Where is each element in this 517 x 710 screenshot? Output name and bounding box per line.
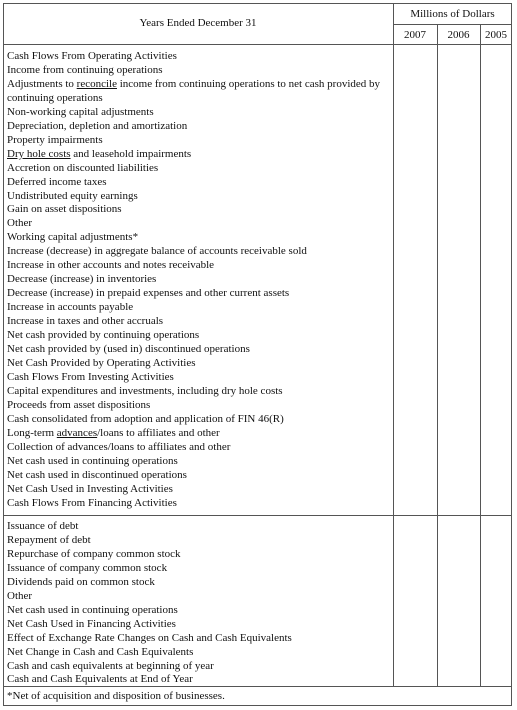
footnote: *Net of acquisition and disposition of businesses. — [7, 690, 225, 702]
row-label: Repayment of debt — [7, 533, 91, 546]
row-label: Cash Flows From Investing Activities — [7, 370, 174, 383]
row-label: Net Cash Used in Financing Activities — [7, 617, 176, 630]
row-label: Dividends paid on common stock — [7, 575, 155, 588]
row-label: Accretion on discounted liabilities — [7, 161, 159, 174]
row-label: Undistributed equity earnings — [7, 189, 138, 202]
row-label: Net cash used in continuing operations — [7, 454, 178, 467]
row-label: Effect of Exchange Rate Changes on Cash and Cash Equivalents — [7, 631, 292, 644]
row-label: Increase in taxes and other accruals — [7, 315, 164, 328]
row-label: Other — [7, 589, 33, 602]
row-label: Dry hole costs and leasehold impairments — [7, 147, 192, 160]
unit-header-rule — [393, 24, 512, 25]
row-label: Property impairments — [7, 133, 103, 146]
unit-header: Millions of Dollars — [410, 8, 495, 20]
row-label: Income from continuing operations — [7, 63, 163, 76]
row-label: Issuance of company common stock — [7, 561, 168, 574]
row-label: Cash consolidated from adoption and application of FIN 46(R) — [7, 412, 284, 425]
column-divider-2007 — [437, 24, 438, 686]
row-label: Capital expenditures and investments, including dry hole costs — [7, 384, 283, 397]
column-divider-label — [393, 3, 394, 686]
row-label: Net cash used in continuing operations — [7, 603, 178, 616]
year-header-2005: 2005 — [485, 29, 507, 41]
operating-investing-rows — [7, 50, 391, 510]
row-label: Cash Flows From Operating Activities — [7, 50, 177, 62]
row-label: Cash and Cash Equivalents at End of Year — [7, 673, 193, 686]
row-label: Decrease (increase) in prepaid expenses and other current assets — [7, 287, 290, 300]
row-label: Long-term advances/loans to affiliates and other — [7, 426, 220, 439]
header-bottom-rule — [3, 44, 512, 45]
row-label: Increase in other accounts and notes receivable — [7, 259, 215, 272]
row-label: Repurchase of company common stock — [7, 547, 181, 560]
row-label: Net cash provided by continuing operations — [7, 329, 200, 342]
row-label: Collection of advances/loans to affiliates and other — [7, 440, 231, 453]
row-label: Adjustments to reconcile income from continuing operations to net cash provided by continuing operations — [7, 77, 381, 104]
row-label: Issuance of debt — [7, 520, 79, 532]
row-label: Increase (decrease) in aggregate balance of accounts receivable sold — [7, 245, 307, 258]
row-label: Depreciation, depletion and amortization — [7, 119, 188, 132]
row-label: Gain on asset dispositions — [7, 203, 122, 216]
years-ended-header: Years Ended December 31 — [139, 17, 257, 29]
financing-rows — [7, 520, 292, 687]
row-label: Cash Flows From Financing Activities — [7, 496, 177, 509]
row-label: Working capital adjustments* — [7, 231, 139, 244]
row-label: Cash and cash equivalents at beginning of year — [7, 659, 214, 672]
row-label: Deferred income taxes — [7, 175, 107, 188]
row-label: Non-working capital adjustments — [7, 105, 154, 118]
year-header-2006: 2006 — [447, 29, 470, 41]
column-divider-2006 — [480, 24, 481, 686]
year-header-2007: 2007 — [404, 29, 426, 41]
row-label: Increase in accounts payable — [7, 301, 134, 314]
section-divider-rule — [3, 515, 512, 516]
row-label: Other — [7, 217, 33, 230]
row-label: Decrease (increase) in inventories — [7, 273, 157, 286]
row-label: Net Cash Used in Investing Activities — [7, 482, 173, 495]
row-label: Net Cash Provided by Operating Activities — [7, 356, 196, 369]
row-label: Net Change in Cash and Cash Equivalents — [7, 645, 194, 658]
row-label: Net cash provided by (used in) discontinued operations — [7, 343, 250, 356]
row-label: Net cash used in discontinued operations — [7, 468, 187, 481]
row-label: Proceeds from asset dispositions — [7, 398, 151, 411]
